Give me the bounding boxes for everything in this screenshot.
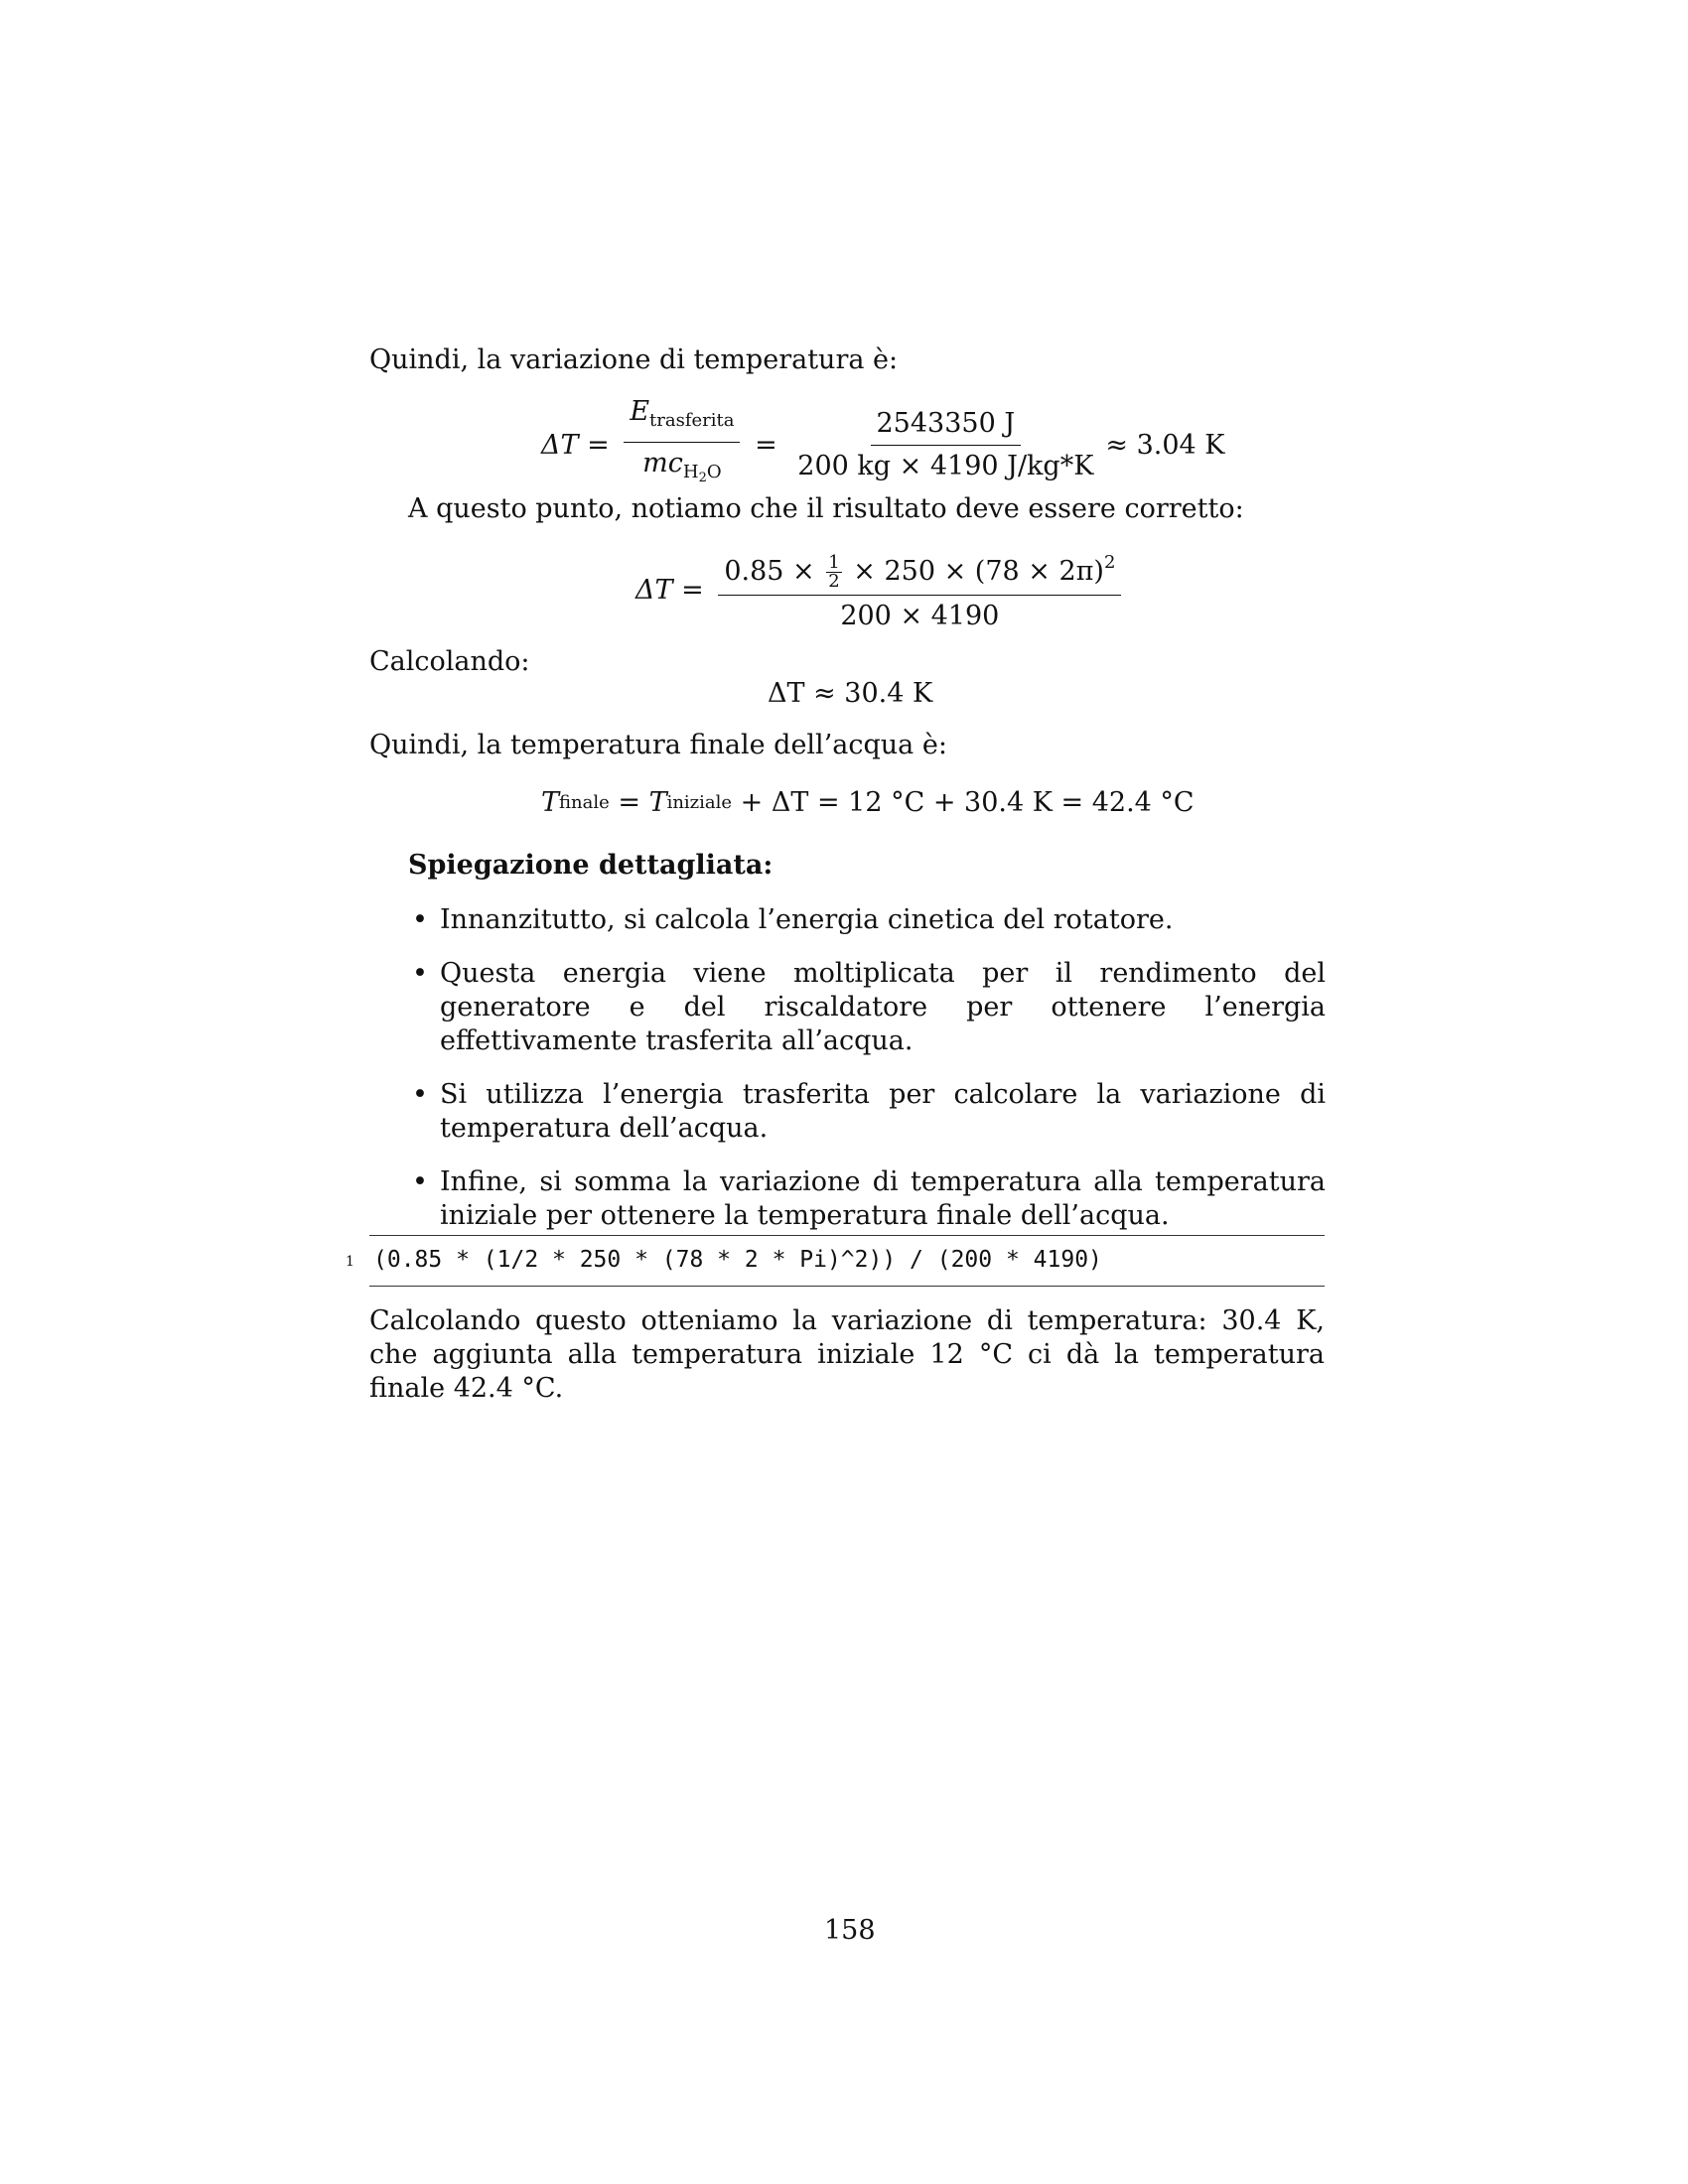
eq1-result: ≈ 3.04 K xyxy=(1105,430,1225,461)
list-item xyxy=(408,903,1326,937)
bullet-dot-icon: • xyxy=(412,904,428,935)
eq2-num-rest: × 250 × (78 × 2π) xyxy=(853,556,1104,587)
list-item-text: Innanzitutto, si calcola l’energia cinetica del rotatore. xyxy=(440,904,1174,935)
list-item xyxy=(408,1165,1326,1233)
eq1-h2-subscript: 2 xyxy=(698,471,707,485)
eq1-numeric-denominator: 200 kg × 4190 J/kg*K xyxy=(797,451,1094,481)
equation-delta-t-result: ΔT ≈ 30.4 K xyxy=(768,678,933,709)
eq4-t-init-symbol: T xyxy=(648,787,667,818)
code-top-rule xyxy=(369,1235,1325,1236)
eq1-lhs: ΔT xyxy=(541,430,579,461)
code-bottom-rule xyxy=(369,1286,1325,1287)
equation-delta-t-energy: ΔT = $\frac{E_{trasferita}}{mc_{H_2O}}$ = $\frac{2543350 J}{200 kg \times 4190 J/kg*K}$ ≈ 3.04 K xyxy=(541,395,1224,495)
code-line-number: 1 xyxy=(346,1254,354,1270)
bullet-dot-icon: • xyxy=(412,1079,428,1110)
eq1-fraction-energy-over-mc xyxy=(624,395,740,495)
code-line: (0.85 * (1/2 * 250 * (78 * 2 * Pi)^2)) / (200 * 4190) xyxy=(373,1247,1102,1273)
eq2-lhs: ΔT xyxy=(635,574,673,606)
list-item xyxy=(408,957,1326,1058)
paragraph-closing: Calcolando questo otteniamo la variazione di temperatura: 30.4 K, che aggiunta alla temperatura iniziale 12 °C ci dà la temperatura finale 42.4 °C. xyxy=(369,1305,1325,1404)
bullet-dot-icon: • xyxy=(412,958,428,989)
eq2-half-denominator: 2 xyxy=(828,571,840,592)
eq4-rest: + ΔT = 12 °C + 30.4 K = 42.4 °C xyxy=(740,787,1195,818)
list-item xyxy=(408,1078,1326,1146)
eq1-fraction-numeric xyxy=(791,407,1099,483)
eq4-t-final-subscript: finale xyxy=(559,792,610,813)
eq1-h-symbol: H xyxy=(682,462,699,482)
paragraph-final-temp-intro: Quindi, la temperatura finale dell’acqua è: xyxy=(369,730,947,760)
eq2-denominator: 200 × 4190 xyxy=(840,601,1000,631)
eq2-num-coefficient: 0.85 × xyxy=(724,556,815,587)
list-item-text: Si utilizza l’energia trasferita per calcolare la variazione di temperatura dell’acqua. xyxy=(440,1079,1326,1144)
eq2-num-exponent: 2 xyxy=(1103,552,1116,573)
section-title: Spiegazione dettagliata: xyxy=(408,850,774,881)
paragraph-calcolando: Calcolando: xyxy=(369,646,530,677)
paragraph-intro-delta: Quindi, la variazione di temperatura è: xyxy=(369,344,899,375)
eq1-energy-symbol: E xyxy=(630,396,650,427)
bullet-dot-icon: • xyxy=(412,1166,428,1197)
equation-final-temperature: T finale = T iniziale + ΔT = 12 °C + 30.4 K = 42.4 °C xyxy=(541,787,1195,818)
explanation-list xyxy=(408,903,1326,1253)
eq1-mc-symbol: mc xyxy=(642,448,683,478)
paragraph-correction: A questo punto, notiamo che il risultato deve essere corretto: xyxy=(408,493,1244,524)
eq1-energy-subscript: trasferita xyxy=(649,410,735,431)
eq2-half-numerator: 1 xyxy=(828,552,840,573)
equation-delta-t-corrected: ΔT = 0.85 × $\frac{1}{2}$ × $250 \times (78 \times 2\pi)^2$ 200 × 4190 xyxy=(635,546,1127,633)
page-number: 158 xyxy=(824,1915,876,1946)
eq2-half-fraction xyxy=(826,554,841,591)
eq1-o-symbol: O xyxy=(706,462,722,482)
eq2-fraction xyxy=(718,546,1121,633)
eq1-numeric-numerator: 2543350 J xyxy=(871,407,1022,446)
list-item-text: Questa energia viene moltiplicata per il rendimento del generatore e del riscaldatore per ottenere l’energia effettivamente trasferita all’acqua. xyxy=(440,958,1326,1056)
eq4-t-final-symbol: T xyxy=(541,787,560,818)
eq4-t-init-subscript: iniziale xyxy=(666,792,733,813)
list-item-text: Infine, si somma la variazione di temperatura alla temperatura iniziale per ottenere la temperatura finale dell’acqua. xyxy=(440,1166,1326,1231)
